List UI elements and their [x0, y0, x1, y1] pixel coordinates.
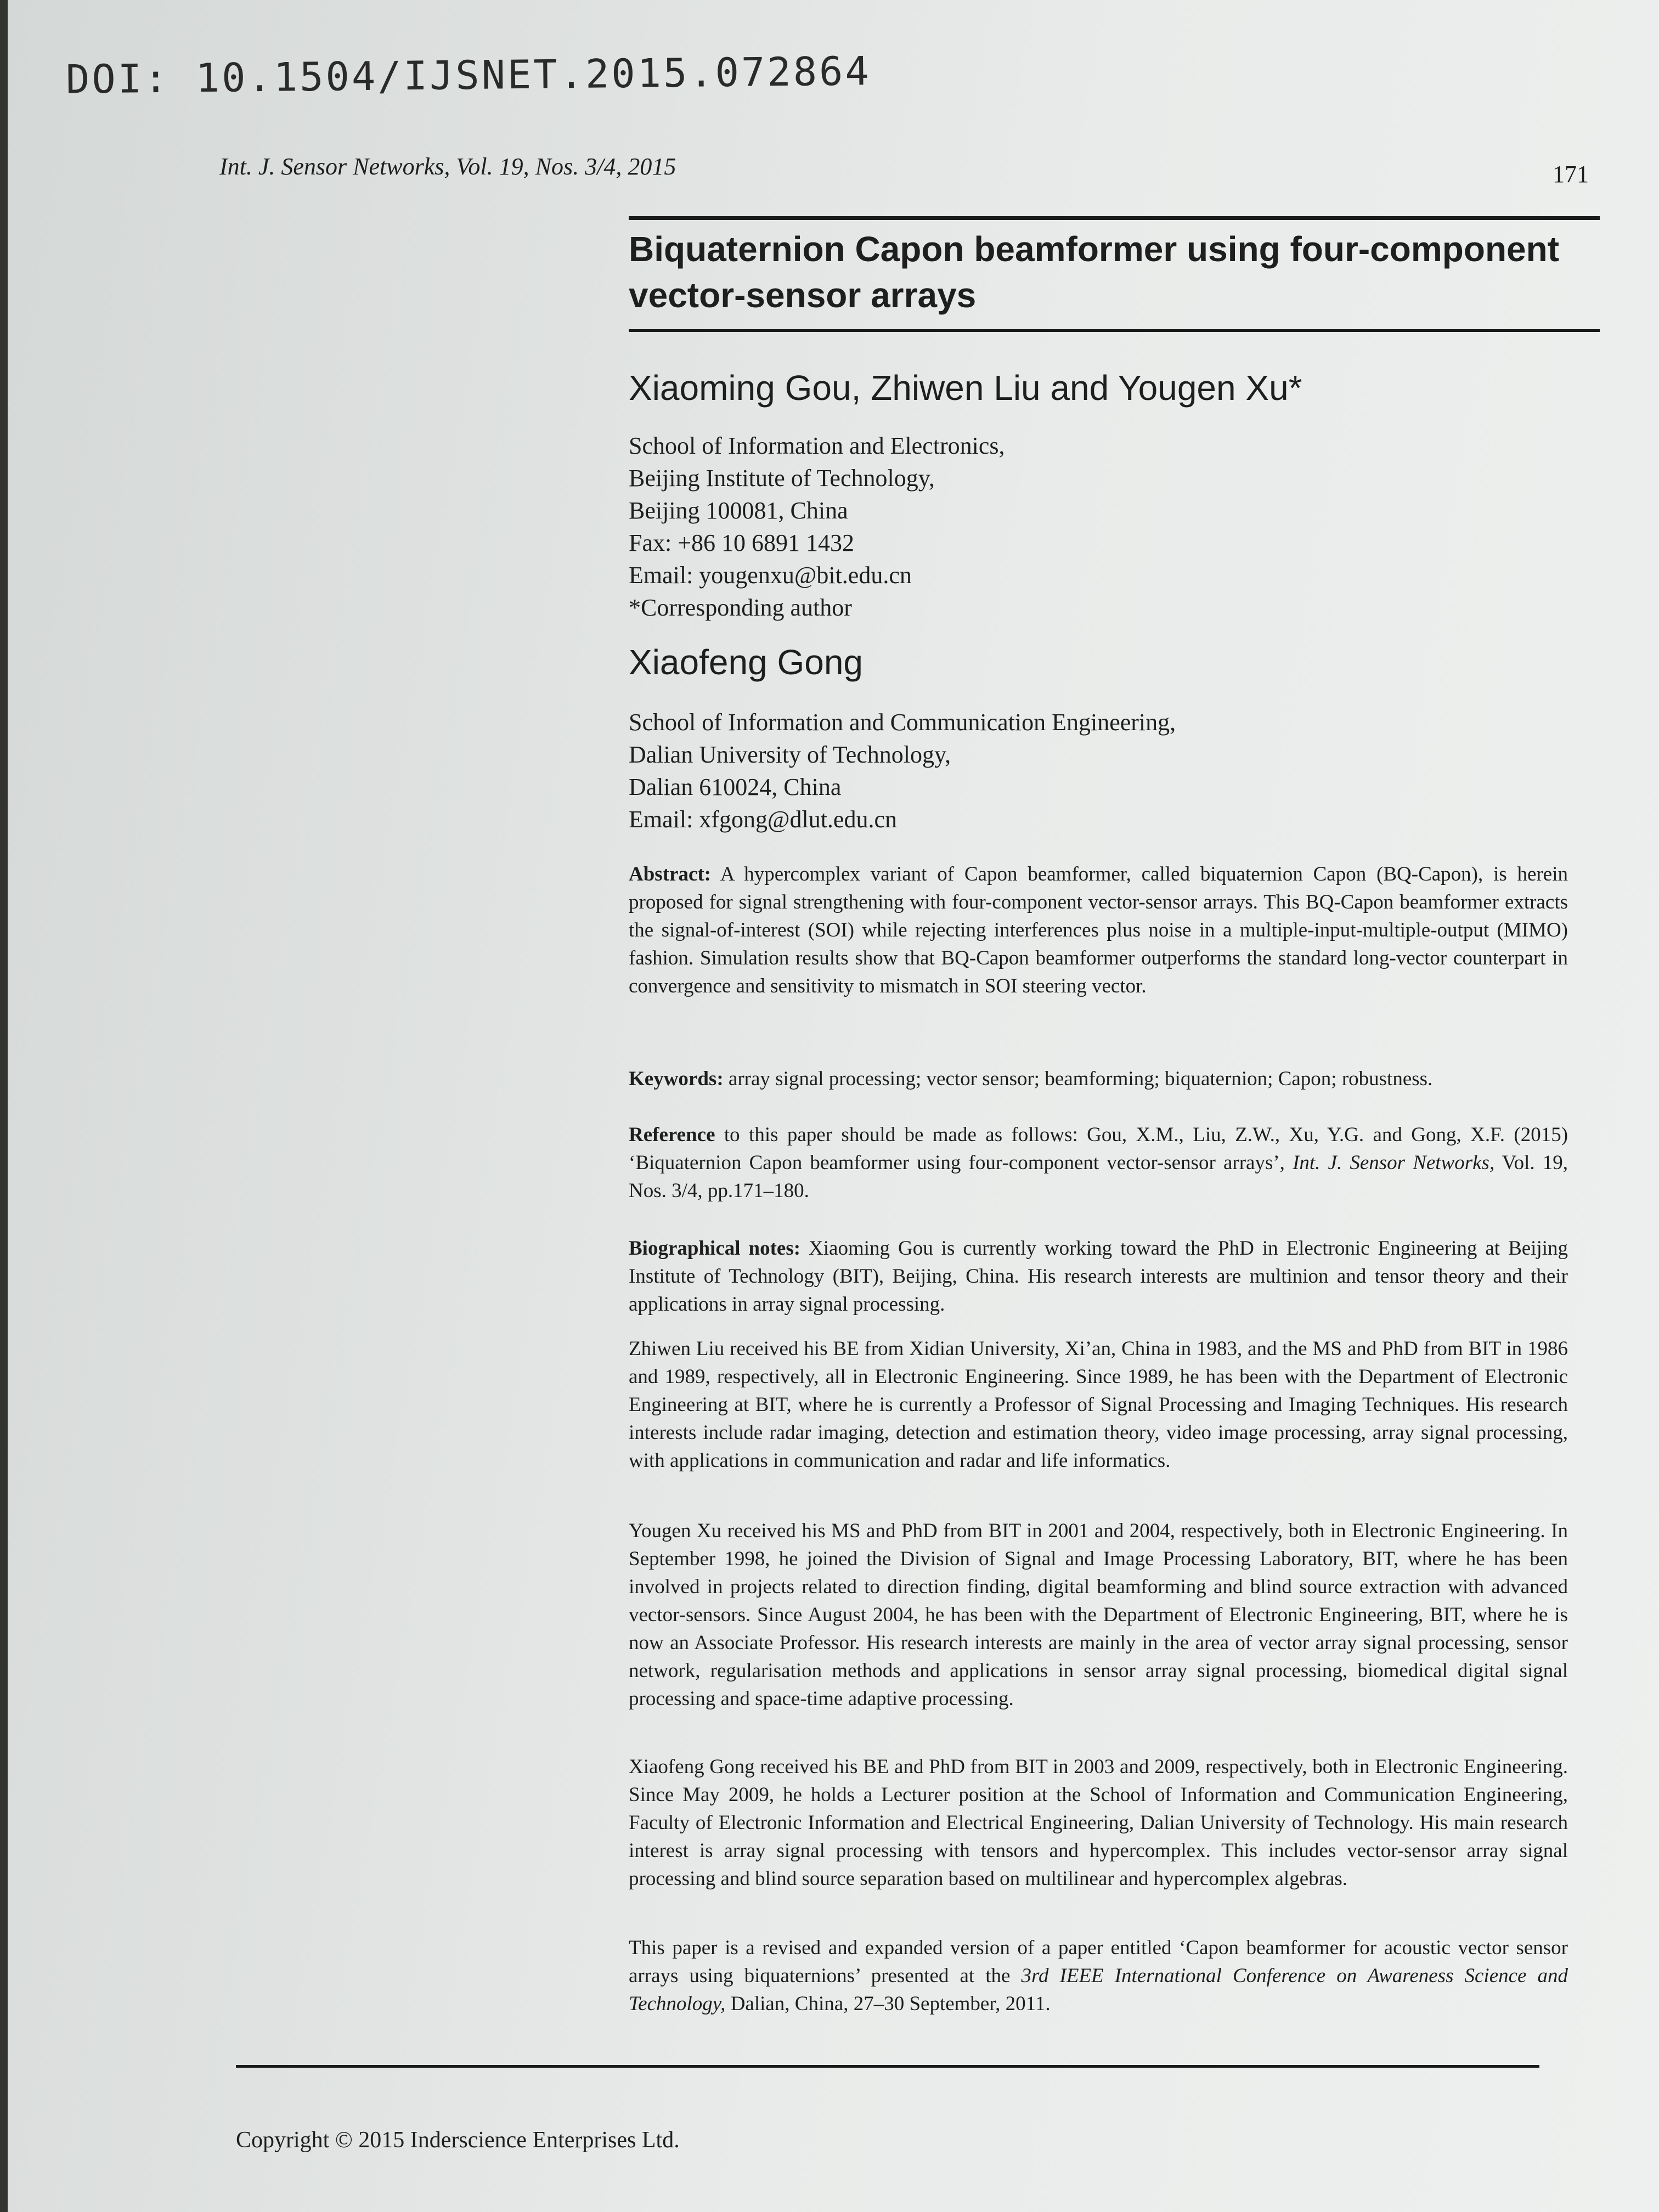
author-group-1: Xiaoming Gou, Zhiwen Liu and Yougen Xu* [629, 368, 1302, 408]
handwritten-doi: DOI: 10.1504/IJSNET.2015.072864 [65, 48, 872, 103]
conference-name: 3rd IEEE International Conference on Awareness Science and Technology, [629, 1965, 1568, 2015]
keywords-text: array signal processing; vector sensor; beamforming; biquaternion; Capon; robustness. [728, 1068, 1433, 1090]
revised-note-location: Dalian, China, 27–30 September, 2011. [730, 1993, 1051, 2015]
keywords [629, 1065, 1568, 1093]
affiliation-line: Dalian 610024, China [629, 774, 842, 800]
bio-xu: Yougen Xu received his MS and PhD from BIT in 2001 and 2004, respectively, both in Electronic Engineering. In September 1998, he joined the Division of Signal and Image Processing Laboratory, BIT, where he has been involved in projects related to direction finding, digital beamforming and blind source extraction with advanced vector-sensors. Since August 2004, he has been with the Department of Electronic Engineering, BIT, where he is now an Associate Professor. His research interests are mainly in the area of vector array signal processing, sensor network, regularisation methods and applications in sensor array signal processing, biomedical digital signal processing and space-time adaptive processing. [629, 1520, 1568, 1710]
bio-gou [629, 1234, 1568, 1318]
bio-liu: Zhiwen Liu received his BE from Xidian University, Xi’an, China in 1983, and the MS and PhD from BIT in 1986 and 1989, respectively, all in Electronic Engineering. Since 1989, he has been with the Department of Electronic Engineering at BIT, where he is currently a Professor of Signal Processing and Imaging Techniques. His research interests include radar imaging, detection and estimation theory, video image processing, array signal processing, with applications in communication and radar and life informatics. [629, 1338, 1568, 1472]
reference-text: to this paper should be made as follows: Gou, X.M., Liu, Z.W., Xu, Y.G. and Gong, X.F. (2015) ‘Biquaternion Capon beamformer using four-component vector-sensor arrays’, [629, 1124, 1568, 1174]
keywords-label: Keywords: [629, 1068, 724, 1090]
footer-rule [236, 2065, 1539, 2068]
title-bottom-rule [629, 329, 1600, 332]
paper-left-edge [0, 0, 8, 2212]
reference-citation [629, 1121, 1568, 1205]
affiliation-line: Beijing 100081, China [629, 497, 848, 524]
bio-gong: Xiaofeng Gong received his BE and PhD from BIT in 2003 and 2009, respectively, both in Electronic Engineering. Since May 2009, he holds a Lecturer position at the School of Information and Communication Engineering, Faculty of Electronic Information and Electrical Engineering, Dalian University of Technology. His main research interest is array signal processing with tensors and hypercomplex. This includes vector-sensor array signal processing and blind source separation based on multilinear and hypercomplex algebras. [629, 1756, 1568, 1890]
affiliation-1 [629, 430, 1005, 624]
reference-volume: Vol. 19, Nos. 3/4, pp.171–180. [629, 1152, 1568, 1202]
reference-label: Reference [629, 1124, 715, 1146]
affiliation-line: Dalian University of Technology, [629, 741, 951, 768]
affiliation-line: School of Information and Electronics, [629, 432, 1005, 459]
copyright-notice: Copyright © 2015 Inderscience Enterprises Ltd. [236, 2128, 680, 2153]
title-top-rule [629, 216, 1600, 220]
bio-gou-text: Xiaoming Gou is currently working toward the PhD in Electronic Engineering at Beijing Institute of Technology (BIT), Beijing, China. His research interests are multinion and tensor theory and their applications in array signal processing. [629, 1237, 1568, 1316]
affiliation-line: School of Information and Communication Engineering, [629, 709, 1176, 736]
bio-label: Biographical notes: [629, 1237, 801, 1260]
revised-version-note [629, 1934, 1568, 2018]
revised-note-text: This paper is a revised and expanded version of a paper entitled ‘Capon beamformer for acoustic vector sensor arrays using biquaternions’ presented at the [629, 1937, 1568, 1987]
abstract-text: A hypercomplex variant of Capon beamformer, called biquaternion Capon (BQ-Capon), is herein proposed for signal strengthening with four-component vector-sensor arrays. This BQ-Capon beamformer extracts the signal-of-interest (SOI) while rejecting interferences plus noise in a multiple-input-multiple-output (MIMO) fashion. Simulation results show that BQ-Capon beamformer outperforms the standard long-vector counterpart in convergence and sensitivity to mismatch in SOI steering vector. [629, 863, 1568, 997]
abstract [629, 860, 1568, 1000]
paper-title: Biquaternion Capon beamformer using four-component vector-sensor arrays [629, 229, 1560, 315]
journal-header: Int. J. Sensor Networks, Vol. 19, Nos. 3/4, 2015 [219, 153, 676, 180]
abstract-label: Abstract: [629, 863, 712, 885]
affiliation-line: *Corresponding author [629, 594, 852, 621]
affiliation-line: Email: xfgong@dlut.edu.cn [629, 806, 897, 833]
affiliation-line: Fax: +86 10 6891 1432 [629, 529, 855, 556]
author-group-2: Xiaofeng Gong [629, 642, 863, 682]
page-number: 171 [1553, 161, 1589, 188]
reference-journal: Int. J. Sensor Networks, [1293, 1152, 1495, 1174]
affiliation-2 [629, 706, 1176, 836]
affiliation-line: Email: yougenxu@bit.edu.cn [629, 562, 912, 589]
affiliation-line: Beijing Institute of Technology, [629, 465, 935, 492]
